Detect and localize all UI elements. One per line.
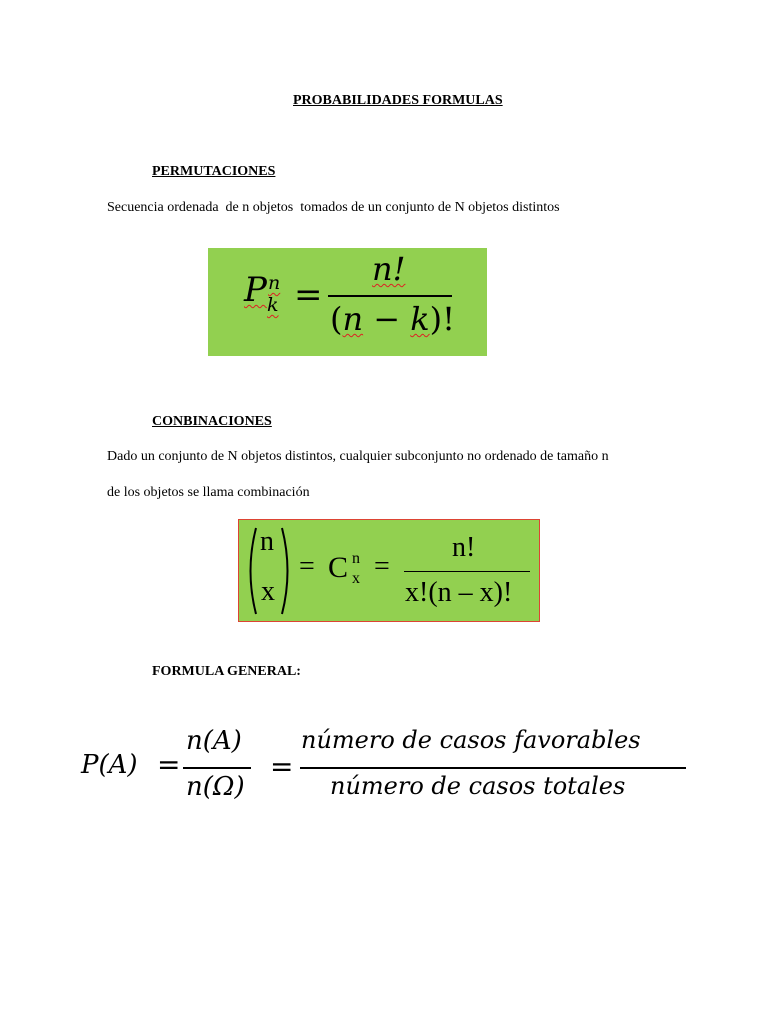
page-title: PROBABILIDADES FORMULAS (293, 93, 503, 108)
formula-general-heading: FORMULA GENERAL: (152, 664, 301, 679)
perm-fraction-line (328, 295, 452, 297)
perm-denominator: (n − k)! (330, 300, 455, 338)
general-equals-1: = (157, 748, 181, 781)
binomial-bottom: x (261, 576, 275, 607)
combinaciones-description-line2: de los objetos se llama combinación (107, 485, 310, 500)
combination-formula-box (238, 519, 540, 622)
comb-C: C (328, 551, 349, 584)
general-formula (0, 720, 768, 810)
perm-sup: n (268, 272, 281, 294)
general-frac1-denominator: n(Ω) (186, 772, 245, 802)
comb-denominator: x!(n – x)! (405, 577, 513, 608)
general-frac2-denominator: número de casos totales (330, 772, 626, 800)
permutation-formula-box (208, 248, 487, 356)
perm-equals: = (294, 275, 323, 315)
perm-P: P (244, 270, 267, 310)
permutaciones-description: Secuencia ordenada de n objetos tomados de un conjunto de N objetos distintos (107, 200, 560, 215)
combinaciones-heading: CONBINACIONES (152, 414, 272, 429)
perm-sub: k (267, 294, 279, 316)
comb-C-sub: x (352, 570, 360, 587)
binomial-left-paren (243, 526, 259, 616)
general-frac2-line (300, 767, 686, 769)
comb-numerator: n! (452, 532, 476, 563)
comb-C-sup: n (352, 550, 360, 567)
general-equals-2: = (270, 750, 294, 783)
comb-equals-2: = (374, 551, 390, 582)
general-lhs: P(A) (81, 750, 138, 780)
general-frac2-numerator: número de casos favorables (301, 726, 641, 754)
general-frac1-line (183, 767, 251, 769)
comb-equals-1: = (299, 551, 315, 582)
binomial-top: n (260, 526, 274, 557)
permutaciones-heading: PERMUTACIONES (152, 164, 276, 179)
general-frac1-numerator: n(A) (186, 726, 242, 756)
binomial-right-paren (279, 526, 295, 616)
combinaciones-description-line1: Dado un conjunto de N objetos distintos, cualquier subconjunto no ordenado de tamaño n (107, 449, 609, 464)
perm-numerator: n! (372, 250, 406, 288)
comb-fraction-line (404, 571, 530, 572)
